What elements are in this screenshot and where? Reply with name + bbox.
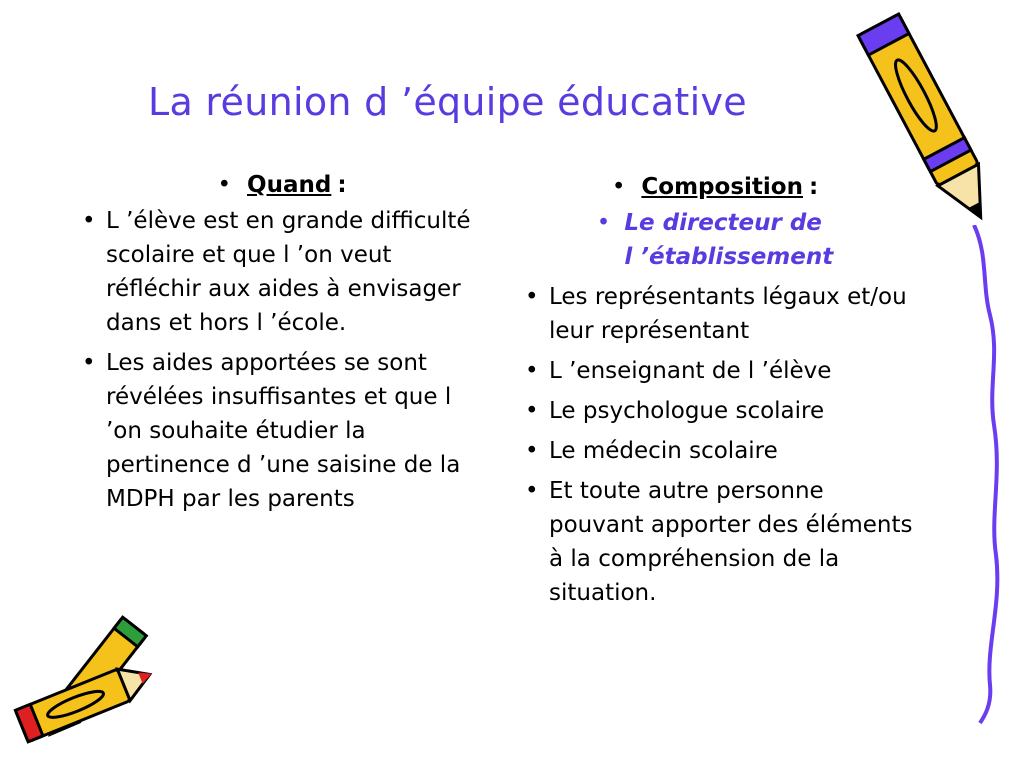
list-item-text: Le psychologue scolaire: [549, 398, 825, 424]
bullet: •: [82, 208, 96, 234]
bullet: •: [596, 210, 611, 236]
bullet: •: [525, 358, 539, 384]
squiggle-line: [960, 225, 1010, 725]
list-item-text: Le médecin scolaire: [549, 438, 778, 464]
list-item: [72, 346, 492, 516]
left-column: [72, 168, 492, 522]
list-item: [72, 204, 492, 340]
pencil-icon: [855, 2, 1005, 242]
list-item-text: Les aides apportées se sont révélées insuffisantes et que l ’on souhaite étudier la pertinence d ’une saisine de la MDPH par les parents: [106, 350, 461, 512]
left-heading: [72, 168, 492, 202]
left-heading-colon: :: [337, 172, 347, 198]
list-item: [515, 280, 915, 348]
highlight-line-1: Le directeur de: [624, 210, 822, 236]
pencils-icon: [0, 612, 165, 762]
bullet: •: [82, 350, 96, 376]
slide-title: La réunion d ’équipe éducative: [148, 80, 747, 124]
right-heading-colon: :: [808, 174, 819, 200]
list-item: [515, 354, 915, 388]
bullet: •: [525, 398, 539, 424]
bullet: •: [611, 174, 626, 200]
highlight-text: [624, 206, 833, 274]
bullet: •: [525, 478, 539, 504]
list-item: [515, 434, 915, 468]
list-item: [515, 394, 915, 428]
bullet: •: [217, 172, 232, 198]
list-item: [515, 474, 915, 610]
bullet: •: [525, 284, 539, 310]
bullet: •: [525, 438, 539, 464]
right-heading-label: Composition: [641, 174, 803, 200]
list-item-text: Et toute autre personne pouvant apporter des éléments à la compréhension de la situation.: [549, 478, 913, 606]
list-item-text: L ’élève est en grande difficulté scolaire et que l ’on veut réfléchir aux aides à envisager dans et hors l ’école.: [106, 208, 471, 336]
left-heading-label: Quand: [247, 172, 332, 198]
list-item-text: Les représentants légaux et/ou leur représentant: [549, 284, 907, 344]
list-item-text: L ’enseignant de l ’élève: [549, 358, 832, 384]
highlight-line-2: l ’établissement: [624, 244, 834, 270]
